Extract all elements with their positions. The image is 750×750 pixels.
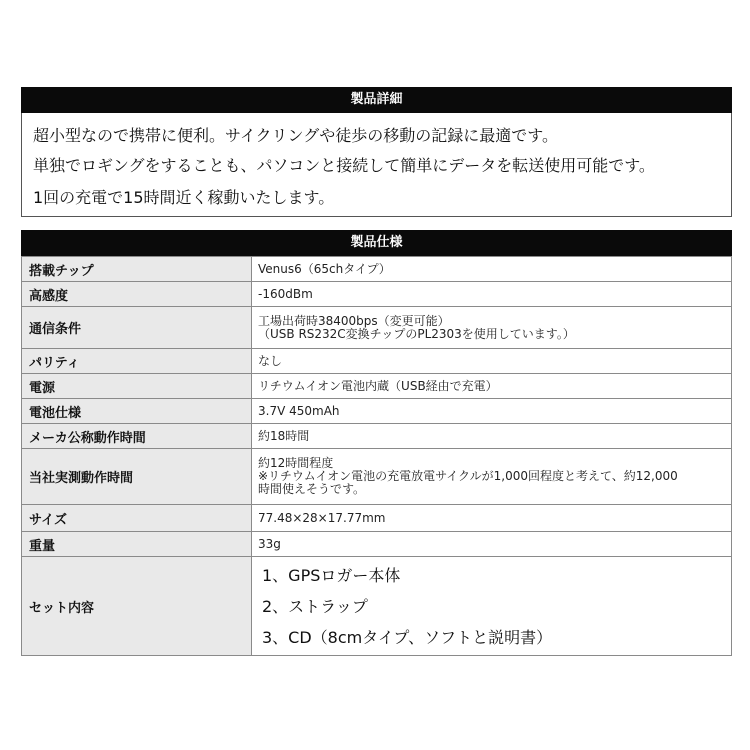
table-row (22, 424, 732, 449)
detail-line: 1回の充電で15時間近く稼動いたします。 (33, 188, 335, 207)
table-row (22, 282, 732, 307)
spec-value-line: 33g (258, 536, 281, 551)
spec-label: 電源 (22, 374, 252, 399)
spec-label: 電池仕様 (22, 399, 252, 424)
spec-value-line: 約18時間 (258, 428, 310, 443)
spec-value (252, 374, 732, 399)
spec-value-line: Venus6（65chタイプ） (258, 261, 391, 276)
spec-label: 通信条件 (22, 307, 252, 349)
spec-label: パリティ (22, 349, 252, 374)
spec-value-line: なし (258, 353, 283, 368)
spec-value (252, 282, 732, 307)
spec-label: サイズ (22, 505, 252, 532)
table-row (22, 374, 732, 399)
spec-value (252, 532, 732, 557)
spec-label: 搭載チップ (22, 257, 252, 282)
table-row (22, 307, 732, 349)
spec-label: 当社実測動作時間 (22, 449, 252, 505)
spec-value (252, 505, 732, 532)
product-details-header: 製品詳細 (21, 87, 732, 113)
spec-value-line: 3.7V 450mAh (258, 403, 340, 418)
table-row (22, 349, 732, 374)
table-row (22, 557, 732, 656)
table-row (22, 399, 732, 424)
spec-table (21, 256, 732, 656)
product-details-box (21, 113, 732, 217)
spec-value-line: 時間使えそうです。 (258, 482, 366, 496)
spec-value-line: 工場出荷時38400bps（変更可能） (258, 313, 450, 328)
product-specs-header: 製品仕様 (21, 230, 732, 256)
table-row (22, 532, 732, 557)
spec-label: メーカ公称動作時間 (22, 424, 252, 449)
spec-value (252, 349, 732, 374)
spec-value (252, 399, 732, 424)
spec-value-line: 77.48×28×17.77mm (258, 510, 386, 525)
detail-line: 単独でロギングをすることも、パソコンと接続して簡単にデータを転送使用可能です。 (33, 156, 655, 175)
spec-value (252, 424, 732, 449)
table-row (22, 257, 732, 282)
spec-label: セット内容 (22, 557, 252, 656)
spec-value-line: 2、ストラップ (262, 596, 368, 616)
spec-value-line: 約12時間程度 (258, 456, 334, 470)
spec-value (252, 307, 732, 349)
spec-value-line: -160dBm (258, 286, 313, 301)
detail-line: 超小型なので携帯に便利。サイクリングや徒歩の移動の記録に最適です。 (33, 126, 558, 145)
table-row (22, 505, 732, 532)
spec-value (252, 557, 732, 656)
spec-value (252, 449, 732, 505)
table-row (22, 449, 732, 505)
spec-value-line: 1、GPSロガー本体 (262, 565, 401, 585)
spec-label: 重量 (22, 532, 252, 557)
spec-value-line: ※リチウムイオン電池の充電放電サイクルが1,000回程度と考えて、約12,000 (258, 469, 678, 483)
spec-value-line: リチウムイオン電池内蔵（USB経由で充電） (258, 378, 498, 393)
spec-value-line: 3、CD（8cmタイプ、ソフトと説明書） (262, 627, 553, 647)
spec-value (252, 257, 732, 282)
spec-label: 高感度 (22, 282, 252, 307)
spec-value-line: （USB RS232C変換チップのPL2303を使用しています。） (258, 326, 575, 341)
